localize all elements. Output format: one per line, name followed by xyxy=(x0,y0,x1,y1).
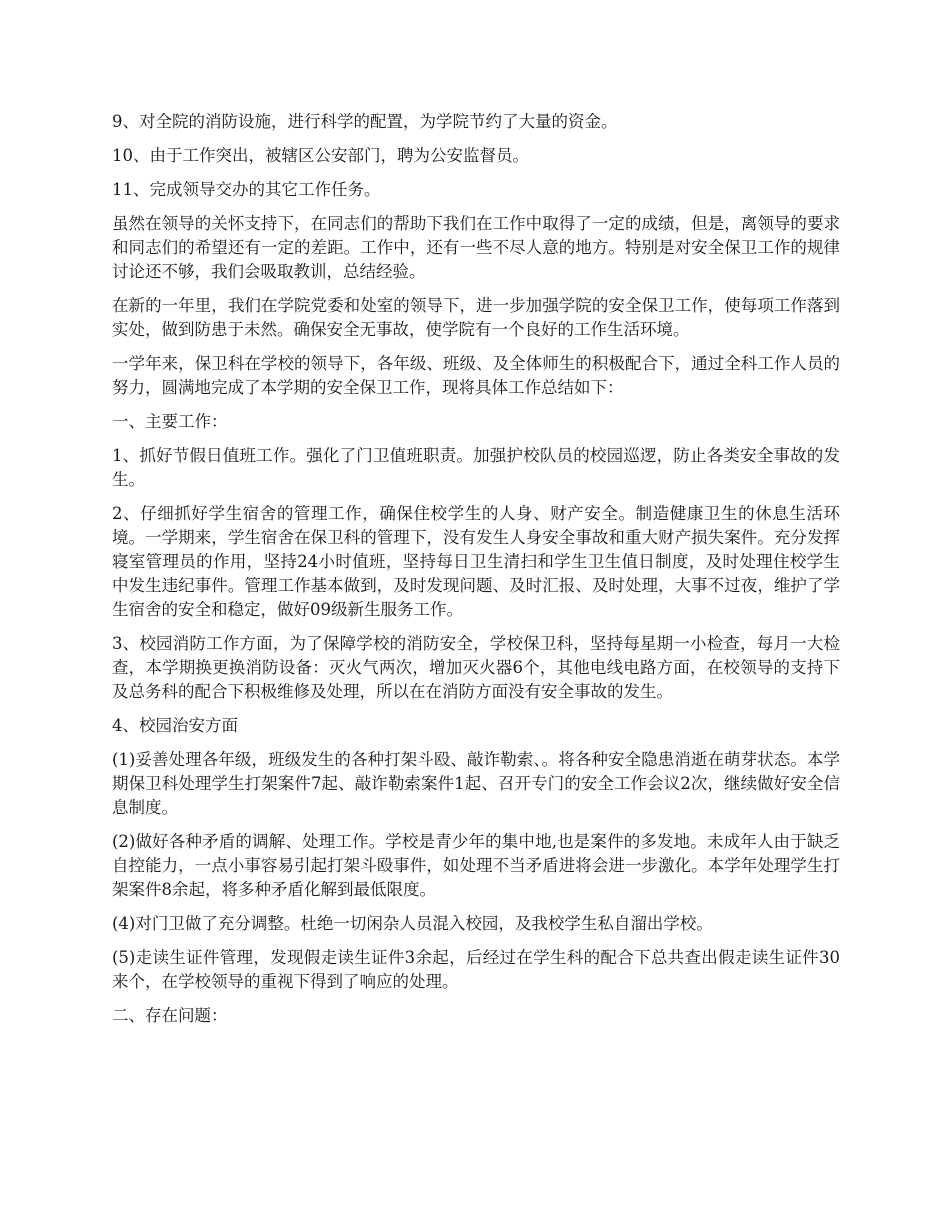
paragraph-achievements-gap: 虽然在领导的关怀支持下，在同志们的帮助下我们在工作中取得了一定的成绩，但是，离领导的要求和同志们的希望还有一定的差距。工作中，还有一些不尽人意的地方。特别是对安全保卫工作的规律讨论还不够，我们会吸取教训，总结经验。 xyxy=(112,214,840,281)
paragraph-security-item-2: (2)做好各种矛盾的调解、处理工作。学校是青少年的集中地,也是案件的多发地。未成年人由于缺乏自控能力，一点小事容易引起打架斗殴事件，如处理不当矛盾进将会进一步激化。本学年处理学生打架案件8余起，将多种矛盾化解到最低限度。 xyxy=(112,832,840,899)
document-body xyxy=(112,110,840,1038)
paragraph-new-year-plan: 在新的一年里，我们在学院党委和处室的领导下，进一步加强学院的安全保卫工作，使每项工作落到实处，做到防患于未然。确保安全无事故，使学院有一个良好的工作生活环境。 xyxy=(112,296,840,339)
paragraph-security-item-5: (5)走读生证件管理，发现假走读生证件3余起，后经过在学生科的配合下总共查出假走读生证件30来个，在学校领导的重视下得到了响应的处理。 xyxy=(112,948,840,991)
section-heading-existing-problems: 二、存在问题： xyxy=(112,1006,228,1025)
paragraph-item-10: 10、由于工作突出，被辖区公安部门，聘为公安监督员。 xyxy=(112,146,529,165)
paragraph-dormitory-management: 2、仔细抓好学生宿舍的管理工作，确保住校学生的人身、财产安全。制造健康卫生的休息生活环境。一学期来，学生宿舍在保卫科的管理下，没有发生人身安全事故和重大财产损失案件。充分发挥寝室管理员的作用，坚持24小时值班，坚持每日卫生清扫和学生卫生值日制度，及时处理住校学生中发生违纪事件。管理工作基本做到，及时发现问题、及时汇报、及时处理，大事不过夜，维护了学生宿舍的安全和稳定，做好09级新生服务工作。 xyxy=(112,504,840,619)
paragraph-security-item-1: (1)妥善处理各年级，班级发生的各种打架斗殴、敲诈勒索、。将各种安全隐患消逝在萌芽状态。本学期保卫科处理学生打架案件7起、敲诈勒索案件1起、召开专门的安全工作会议2次，继续做好安全信息制度。 xyxy=(112,750,840,817)
paragraph-holiday-duty: 1、抓好节假日值班工作。强化了门卫值班职责。加强护校队员的校园巡逻，防止各类安全事故的发生。 xyxy=(112,446,840,489)
paragraph-item-11: 11、完成领导交办的其它工作任务。 xyxy=(112,180,381,199)
paragraph-campus-security-heading: 4、校园治安方面 xyxy=(112,716,238,735)
section-heading-main-work: 一、主要工作： xyxy=(112,412,228,431)
paragraph-item-9: 9、对全院的消防设施，进行科学的配置，为学院节约了大量的资金。 xyxy=(112,112,618,131)
paragraph-fire-safety: 3、校园消防工作方面，为了保障学校的消防安全，学校保卫科，坚持每星期一小检查，每月一大检查，本学期换更换消防设备：灭火气两次，增加灭火器6个，其他电线电路方面，在校领导的支持下及总务科的配合下积极维修及处理，所以在在消防方面没有安全事故的发生。 xyxy=(112,634,840,701)
paragraph-school-year-intro: 一学年来，保卫科在学校的领导下，各年级、班级、及全体师生的积极配合下，通过全科工作人员的努力，圆满地完成了本学期的安全保卫工作，现将具体工作总结如下： xyxy=(112,354,840,397)
paragraph-security-item-4: (4)对门卫做了充分调整。杜绝一切闲杂人员混入校园，及我校学生私自溜出学校。 xyxy=(112,914,713,933)
